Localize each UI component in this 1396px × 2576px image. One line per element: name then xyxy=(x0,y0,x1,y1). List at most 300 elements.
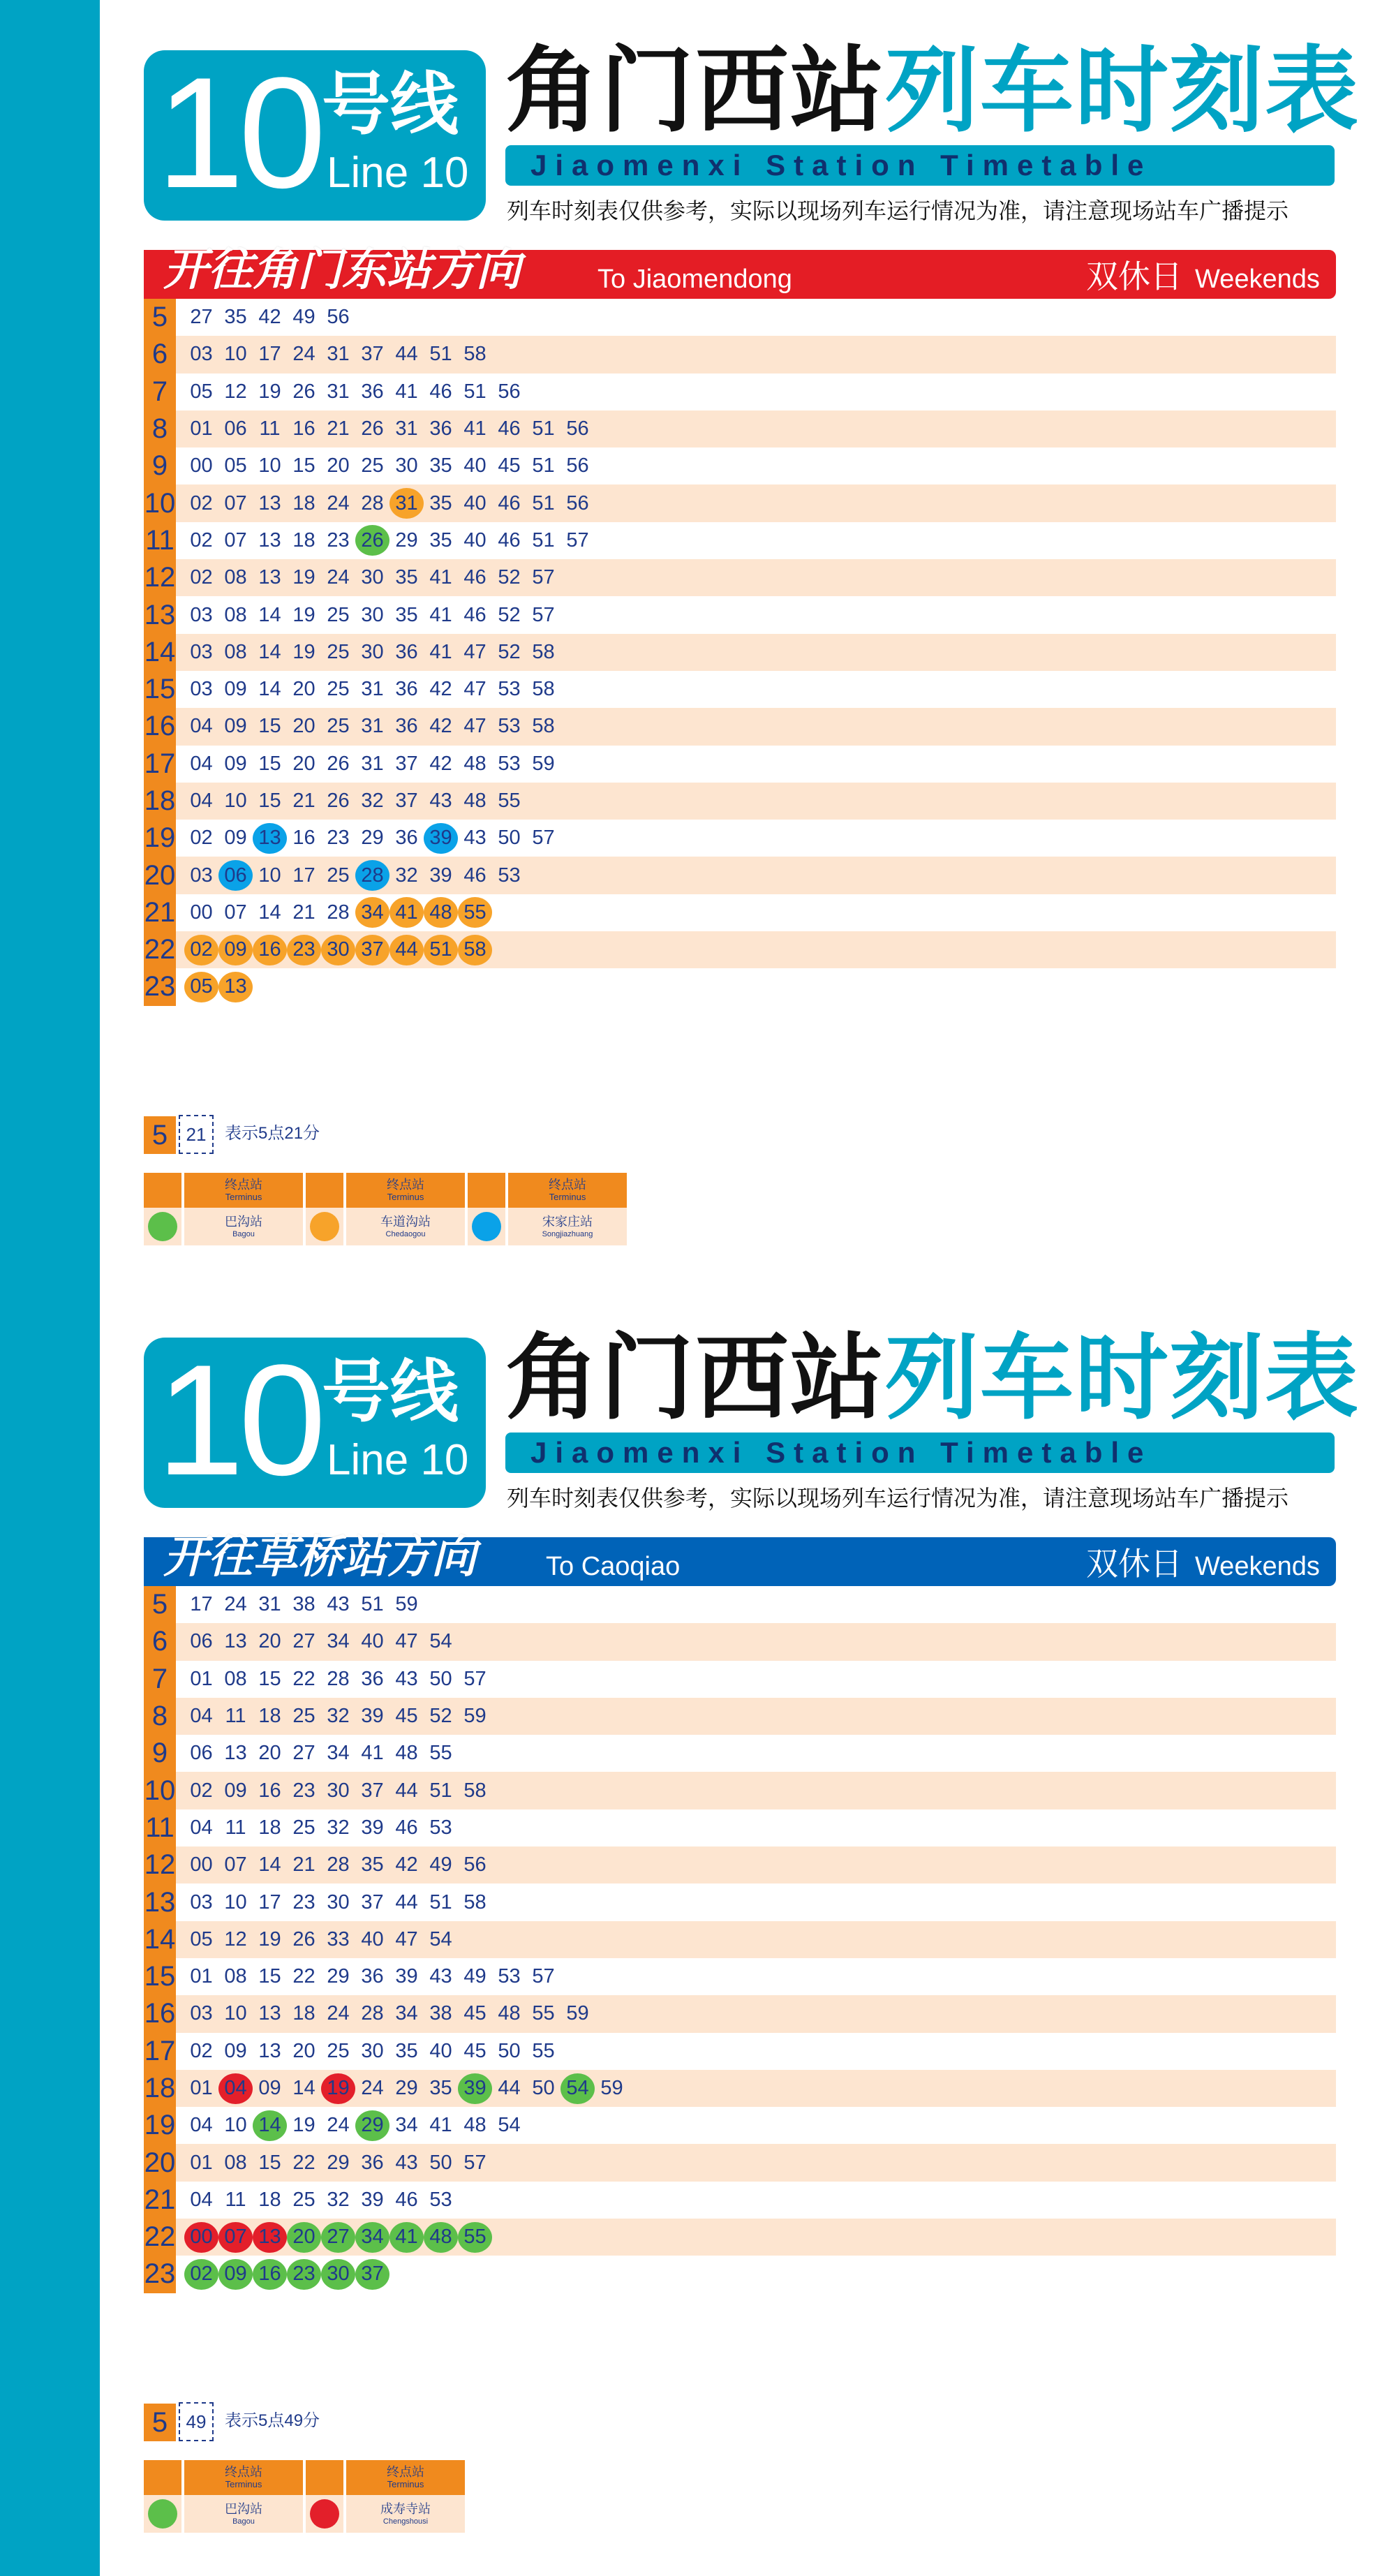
minute-cell: 46 xyxy=(463,603,487,626)
minutes-list xyxy=(184,2070,629,2107)
minute-cell: 26 xyxy=(361,417,384,441)
minute-cell: 31 xyxy=(327,343,350,366)
minute-cell: 15 xyxy=(258,752,281,775)
minute-cell: 39 xyxy=(429,864,452,887)
minute-cell: 03 xyxy=(190,678,213,701)
minutes-list xyxy=(184,410,595,447)
legend-header xyxy=(144,1173,303,1208)
minute-cell-marked: 05 xyxy=(184,972,218,1002)
timetable-row xyxy=(144,857,1336,894)
minute-cell: 29 xyxy=(361,827,384,850)
minute-cell: 46 xyxy=(498,417,521,441)
minute-cell: 58 xyxy=(532,640,555,663)
minute-cell: 09 xyxy=(224,678,247,701)
timetable-row xyxy=(144,2182,1336,2219)
minute-cell: 15 xyxy=(258,1667,281,1690)
minute-cell: 04 xyxy=(190,715,213,738)
minute-cell-marked: 51 xyxy=(424,935,458,965)
minute-cell: 25 xyxy=(292,1816,315,1839)
minute-cell: 11 xyxy=(225,2188,246,2211)
timetable-row xyxy=(144,336,1336,373)
minute-cell: 07 xyxy=(224,528,247,552)
minute-cell: 38 xyxy=(292,1593,315,1616)
hour-cell: 15 xyxy=(144,671,176,708)
minute-cell-marked: 04 xyxy=(218,2073,253,2104)
minutes-list xyxy=(184,783,526,820)
timetable-row xyxy=(144,1735,1336,1772)
minute-cell: 27 xyxy=(190,306,213,329)
minute-cell: 49 xyxy=(292,306,315,329)
terminus-legend-item xyxy=(468,1173,627,1245)
minute-cell: 53 xyxy=(429,1816,452,1839)
minute-cell: 16 xyxy=(292,827,315,850)
minute-cell: 27 xyxy=(292,1630,315,1653)
minutes-list xyxy=(184,1735,458,1772)
legend-station-en: Chedaogou xyxy=(385,1230,426,1238)
minute-cell: 19 xyxy=(292,603,315,626)
minute-cell: 35 xyxy=(395,603,418,626)
minute-cell: 12 xyxy=(224,1927,247,1950)
minute-cell: 18 xyxy=(258,1705,281,1728)
minute-cell-marked: 02 xyxy=(184,2259,218,2290)
minutes-list xyxy=(184,820,560,857)
hour-cell: 23 xyxy=(144,968,176,1005)
minute-cell: 27 xyxy=(292,1742,315,1765)
minutes-list xyxy=(184,894,492,931)
minute-cell: 40 xyxy=(361,1630,384,1653)
minutes-list xyxy=(184,857,526,894)
hour-cell: 6 xyxy=(144,336,176,373)
minute-cell: 01 xyxy=(190,2151,213,2174)
minute-cell: 40 xyxy=(361,1927,384,1950)
legend-color-cell xyxy=(144,1208,181,1245)
hour-cell: 21 xyxy=(144,2182,176,2219)
hour-cell: 19 xyxy=(144,2107,176,2144)
minute-cell: 20 xyxy=(292,678,315,701)
terminus-legend xyxy=(144,1173,630,1245)
minute-cell: 03 xyxy=(190,640,213,663)
hour-cell: 6 xyxy=(144,1623,176,1660)
minute-cell: 35 xyxy=(429,528,452,552)
minute-cell: 37 xyxy=(395,790,418,812)
minute-cell-marked: 34 xyxy=(355,2222,389,2253)
timetable-row xyxy=(144,410,1336,447)
timetable-row xyxy=(144,634,1336,671)
minute-cell: 46 xyxy=(498,528,521,552)
minute-cell: 36 xyxy=(361,1667,384,1690)
minute-cell: 47 xyxy=(463,640,487,663)
minute-cell: 18 xyxy=(292,2002,315,2025)
minute-cell: 37 xyxy=(361,1890,384,1914)
minute-cell: 35 xyxy=(429,2077,452,2099)
minute-cell: 14 xyxy=(258,640,281,663)
minute-cell: 49 xyxy=(463,1965,487,1988)
minutes-list xyxy=(184,1698,492,1735)
minute-cell: 08 xyxy=(224,1667,247,1690)
minute-cell: 29 xyxy=(395,2077,418,2099)
minute-cell: 14 xyxy=(258,603,281,626)
minute-cell: 28 xyxy=(361,491,384,515)
minute-cell: 58 xyxy=(532,715,555,738)
direction-banner xyxy=(144,244,1336,299)
hour-cell: 5 xyxy=(144,299,176,336)
minute-cell-marked: 09 xyxy=(218,2259,253,2290)
minute-cell: 37 xyxy=(361,343,384,366)
timetable-row xyxy=(144,1698,1336,1735)
minute-cell-marked: 26 xyxy=(355,525,389,556)
minute-cell: 51 xyxy=(532,528,555,552)
minute-cell: 20 xyxy=(292,752,315,775)
minute-cell: 34 xyxy=(395,2114,418,2137)
minute-cell: 41 xyxy=(429,2114,452,2137)
minute-cell: 07 xyxy=(224,1853,247,1877)
minute-cell: 09 xyxy=(224,1779,247,1802)
minute-cell: 02 xyxy=(190,566,213,589)
minute-cell: 07 xyxy=(224,901,247,924)
minute-cell: 53 xyxy=(498,678,521,701)
hour-cell: 12 xyxy=(144,559,176,596)
day-type-en: Weekends xyxy=(1195,265,1320,294)
minute-cell: 25 xyxy=(292,2188,315,2211)
minute-cell: 37 xyxy=(395,752,418,775)
minute-cell: 37 xyxy=(361,1779,384,1802)
minute-cell: 53 xyxy=(498,752,521,775)
legend-header-square xyxy=(144,2460,181,2495)
minute-cell-marked: 00 xyxy=(184,2222,218,2253)
legend-header-square xyxy=(306,1173,343,1208)
minute-cell: 43 xyxy=(395,1667,418,1690)
minute-cell: 44 xyxy=(498,2077,521,2099)
legend-station-cn: 巴沟站 xyxy=(225,2502,262,2516)
timetable-row xyxy=(144,1661,1336,1698)
minute-cell: 47 xyxy=(463,715,487,738)
minutes-list xyxy=(184,447,595,484)
minute-cell-marked: 16 xyxy=(253,935,287,965)
minute-cell: 23 xyxy=(327,827,350,850)
minute-cell: 20 xyxy=(258,1742,281,1765)
station-title-en: Jiaomenxi Station Timetable xyxy=(505,145,1335,186)
minute-cell: 53 xyxy=(498,715,521,738)
minutes-list xyxy=(184,336,492,373)
minutes-list xyxy=(184,2182,458,2219)
minute-cell: 31 xyxy=(361,752,384,775)
minute-cell: 36 xyxy=(395,827,418,850)
legend-header-square xyxy=(306,2460,343,2495)
minute-cell: 21 xyxy=(292,901,315,924)
example-caption: 表示5点21分 xyxy=(225,1124,320,1143)
minute-cell: 53 xyxy=(429,2188,452,2211)
minute-cell: 35 xyxy=(395,2039,418,2062)
minute-cell: 58 xyxy=(463,1779,487,1802)
minute-cell: 52 xyxy=(429,1705,452,1728)
minutes-list xyxy=(184,1995,595,2032)
legend-header xyxy=(468,1173,627,1208)
minutes-list xyxy=(184,634,560,671)
minute-cell: 34 xyxy=(327,1630,350,1653)
minute-cell: 03 xyxy=(190,864,213,887)
minute-cell: 48 xyxy=(463,2114,487,2137)
minute-cell: 35 xyxy=(429,491,452,515)
minutes-list xyxy=(184,1921,458,1958)
minute-cell: 30 xyxy=(395,454,418,478)
legend-color-cell xyxy=(306,2495,343,2533)
minute-cell: 11 xyxy=(225,1816,246,1839)
legend-header-label xyxy=(184,2460,303,2495)
minute-cell: 11 xyxy=(259,417,281,441)
minute-cell: 03 xyxy=(190,343,213,366)
minute-cell: 20 xyxy=(292,2039,315,2062)
minute-cell: 57 xyxy=(463,2151,487,2174)
hour-cell: 14 xyxy=(144,634,176,671)
example-minute: 21 xyxy=(179,1115,214,1154)
minute-cell: 19 xyxy=(258,380,281,403)
minute-cell: 17 xyxy=(190,1593,213,1616)
legend-header-cn: 终点站 xyxy=(387,2465,424,2479)
minute-cell: 31 xyxy=(258,1593,281,1616)
timetable-row xyxy=(144,708,1336,745)
timetable-label: 列车时刻表 xyxy=(885,1324,1360,1433)
minute-cell: 25 xyxy=(327,640,350,663)
minute-cell: 24 xyxy=(224,1593,247,1616)
minute-cell: 06 xyxy=(190,1630,213,1653)
minute-cell: 38 xyxy=(429,2002,452,2025)
legend-header-en: Terminus xyxy=(225,1192,262,1202)
legend-header-en: Terminus xyxy=(387,2479,424,2489)
hour-cell: 18 xyxy=(144,2070,176,2107)
line-label-cn: 号线 xyxy=(322,1353,459,1430)
station-name: 角门西站 xyxy=(505,36,886,145)
minute-cell-marked: 30 xyxy=(321,935,355,965)
line-label-en: Line 10 xyxy=(327,149,469,197)
minute-cell-marked: 14 xyxy=(253,2110,287,2141)
minute-cell: 04 xyxy=(190,1705,213,1728)
minute-cell: 26 xyxy=(292,380,315,403)
minutes-list xyxy=(184,1623,458,1660)
minute-cell: 07 xyxy=(224,491,247,515)
minute-cell: 16 xyxy=(258,1779,281,1802)
minute-cell: 56 xyxy=(498,380,521,403)
legend-header-label xyxy=(184,1173,303,1208)
hour-cell: 20 xyxy=(144,2144,176,2181)
legend-color-cell xyxy=(468,1208,505,1245)
minute-cell: 50 xyxy=(532,2077,555,2099)
minute-cell: 08 xyxy=(224,603,247,626)
minute-cell: 09 xyxy=(224,827,247,850)
hour-cell: 23 xyxy=(144,2256,176,2293)
minutes-list xyxy=(184,1809,458,1846)
timetable-row xyxy=(144,299,1336,336)
minute-cell: 43 xyxy=(395,2151,418,2174)
minute-cell: 51 xyxy=(429,1890,452,1914)
minute-cell-marked: 28 xyxy=(355,860,389,891)
minutes-list xyxy=(184,522,595,559)
minute-cell: 24 xyxy=(361,2077,384,2099)
legend-station-en: Bagou xyxy=(232,1230,255,1238)
minutes-list xyxy=(184,746,560,783)
hour-cell: 15 xyxy=(144,1958,176,1995)
legend-header xyxy=(144,2460,303,2495)
direction-banner xyxy=(144,1532,1336,1586)
minute-cell-marked: 13 xyxy=(218,972,253,1002)
minute-cell: 18 xyxy=(292,528,315,552)
legend-station-cn: 巴沟站 xyxy=(225,1215,262,1229)
minute-cell: 08 xyxy=(224,1965,247,1988)
hour-cell: 11 xyxy=(144,522,176,559)
minute-cell: 02 xyxy=(190,1779,213,1802)
minute-cell: 21 xyxy=(327,417,350,441)
minutes-list xyxy=(184,373,526,410)
minutes-list xyxy=(184,2107,526,2144)
minute-cell: 21 xyxy=(292,1853,315,1877)
minute-cell: 02 xyxy=(190,827,213,850)
timetable-row xyxy=(144,2219,1336,2256)
example-hour: 5 xyxy=(144,1116,176,1154)
station-title xyxy=(505,35,1360,147)
minute-cell: 55 xyxy=(498,790,521,812)
minutes-list xyxy=(184,1958,560,1995)
timetable-row xyxy=(144,1772,1336,1809)
minute-cell-marked: 37 xyxy=(355,935,389,965)
timetable-row xyxy=(144,2107,1336,2144)
minute-cell: 47 xyxy=(395,1630,418,1653)
timetable-row xyxy=(144,2256,1336,2293)
minute-cell: 42 xyxy=(395,1853,418,1877)
minute-cell: 15 xyxy=(258,790,281,812)
minute-cell: 46 xyxy=(498,491,521,515)
minute-cell: 48 xyxy=(395,1742,418,1765)
legend-body xyxy=(144,1208,303,1245)
minute-cell: 13 xyxy=(224,1742,247,1765)
legend-header-label xyxy=(508,1173,627,1208)
minute-cell: 39 xyxy=(361,1816,384,1839)
minute-cell: 53 xyxy=(498,864,521,887)
hour-cell: 10 xyxy=(144,1772,176,1809)
timetable-row xyxy=(144,373,1336,410)
legend-station-name xyxy=(184,2495,303,2533)
minute-cell: 46 xyxy=(395,1816,418,1839)
minute-cell: 19 xyxy=(258,1927,281,1950)
minute-cell: 26 xyxy=(327,790,350,812)
minute-cell-marked: 23 xyxy=(287,935,321,965)
legend-station-name xyxy=(346,1208,465,1245)
minute-cell: 00 xyxy=(190,901,213,924)
minute-cell: 00 xyxy=(190,454,213,478)
legend-header-en: Terminus xyxy=(387,1192,424,1202)
hour-cell: 8 xyxy=(144,1698,176,1735)
minute-cell: 43 xyxy=(463,827,487,850)
minute-cell: 57 xyxy=(566,528,589,552)
minute-cell: 05 xyxy=(190,1927,213,1950)
station-title xyxy=(505,1322,1360,1434)
timetable-grid xyxy=(144,1586,1336,2293)
minute-cell: 36 xyxy=(395,640,418,663)
minutes-list xyxy=(184,559,560,596)
terminus-legend xyxy=(144,2460,468,2533)
minute-cell: 54 xyxy=(429,1927,452,1950)
legend-header-label xyxy=(346,2460,465,2495)
minute-cell: 10 xyxy=(224,2114,247,2137)
minute-cell: 45 xyxy=(395,1705,418,1728)
minute-cell: 29 xyxy=(395,528,418,552)
minute-cell-marked: 44 xyxy=(389,935,424,965)
minute-cell: 59 xyxy=(395,1593,418,1616)
minute-cell: 48 xyxy=(498,2002,521,2025)
minute-cell: 06 xyxy=(224,417,247,441)
minute-cell: 35 xyxy=(429,454,452,478)
minute-cell: 01 xyxy=(190,2077,213,2099)
minute-cell: 23 xyxy=(292,1779,315,1802)
minute-cell: 55 xyxy=(532,2002,555,2025)
minute-cell: 21 xyxy=(292,790,315,812)
minute-cell: 52 xyxy=(498,566,521,589)
minute-cell: 58 xyxy=(532,678,555,701)
minute-cell: 42 xyxy=(429,752,452,775)
minute-cell: 46 xyxy=(395,2188,418,2211)
minute-cell: 30 xyxy=(327,1779,350,1802)
minute-cell: 57 xyxy=(532,827,555,850)
minute-cell: 11 xyxy=(225,1705,246,1728)
minute-cell: 49 xyxy=(429,1853,452,1877)
minute-cell: 16 xyxy=(292,417,315,441)
legend-header-en: Terminus xyxy=(549,1192,586,1202)
minute-cell-marked: 37 xyxy=(355,2259,389,2290)
minute-cell: 02 xyxy=(190,528,213,552)
legend-color-cell xyxy=(306,1208,343,1245)
minute-cell: 40 xyxy=(429,2039,452,2062)
legend-body xyxy=(306,2495,465,2533)
minute-cell: 01 xyxy=(190,1667,213,1690)
minute-cell: 52 xyxy=(498,640,521,663)
minute-cell: 36 xyxy=(361,380,384,403)
line-number: 10 xyxy=(156,44,321,221)
minute-cell: 58 xyxy=(463,1890,487,1914)
minute-cell-marked: 13 xyxy=(253,823,287,854)
minute-cell-marked: 09 xyxy=(218,935,253,965)
legend-header-cn: 终点站 xyxy=(225,2465,262,2479)
minute-cell: 40 xyxy=(463,454,487,478)
hour-cell: 10 xyxy=(144,484,176,521)
minute-cell: 19 xyxy=(292,566,315,589)
minute-cell: 30 xyxy=(361,603,384,626)
minute-cell: 39 xyxy=(361,2188,384,2211)
hour-cell: 16 xyxy=(144,708,176,745)
legend-color-dot xyxy=(148,1212,177,1241)
legend-header-square xyxy=(144,1173,181,1208)
minute-cell: 57 xyxy=(532,566,555,589)
legend-station-name xyxy=(184,1208,303,1245)
minute-cell: 56 xyxy=(566,454,589,478)
minute-cell: 10 xyxy=(224,343,247,366)
legend-header xyxy=(306,2460,465,2495)
minute-cell: 14 xyxy=(292,2077,315,2099)
minute-cell: 25 xyxy=(327,678,350,701)
legend-header-cn: 终点站 xyxy=(387,1178,424,1192)
minute-cell: 04 xyxy=(190,2188,213,2211)
minutes-list xyxy=(184,1772,492,1809)
minutes-list xyxy=(184,968,253,1005)
legend-station-en: Songjiazhuang xyxy=(542,1230,593,1238)
hour-cell: 9 xyxy=(144,1735,176,1772)
minute-cell-marked: 58 xyxy=(458,935,492,965)
minute-cell: 08 xyxy=(224,566,247,589)
minute-cell: 45 xyxy=(463,2039,487,2062)
timetable-row xyxy=(144,968,1336,1005)
minute-cell: 09 xyxy=(258,2077,281,2099)
legend-header-label xyxy=(346,1173,465,1208)
minute-cell: 12 xyxy=(224,380,247,403)
minute-cell: 45 xyxy=(463,2002,487,2025)
minute-cell: 55 xyxy=(429,1742,452,1765)
